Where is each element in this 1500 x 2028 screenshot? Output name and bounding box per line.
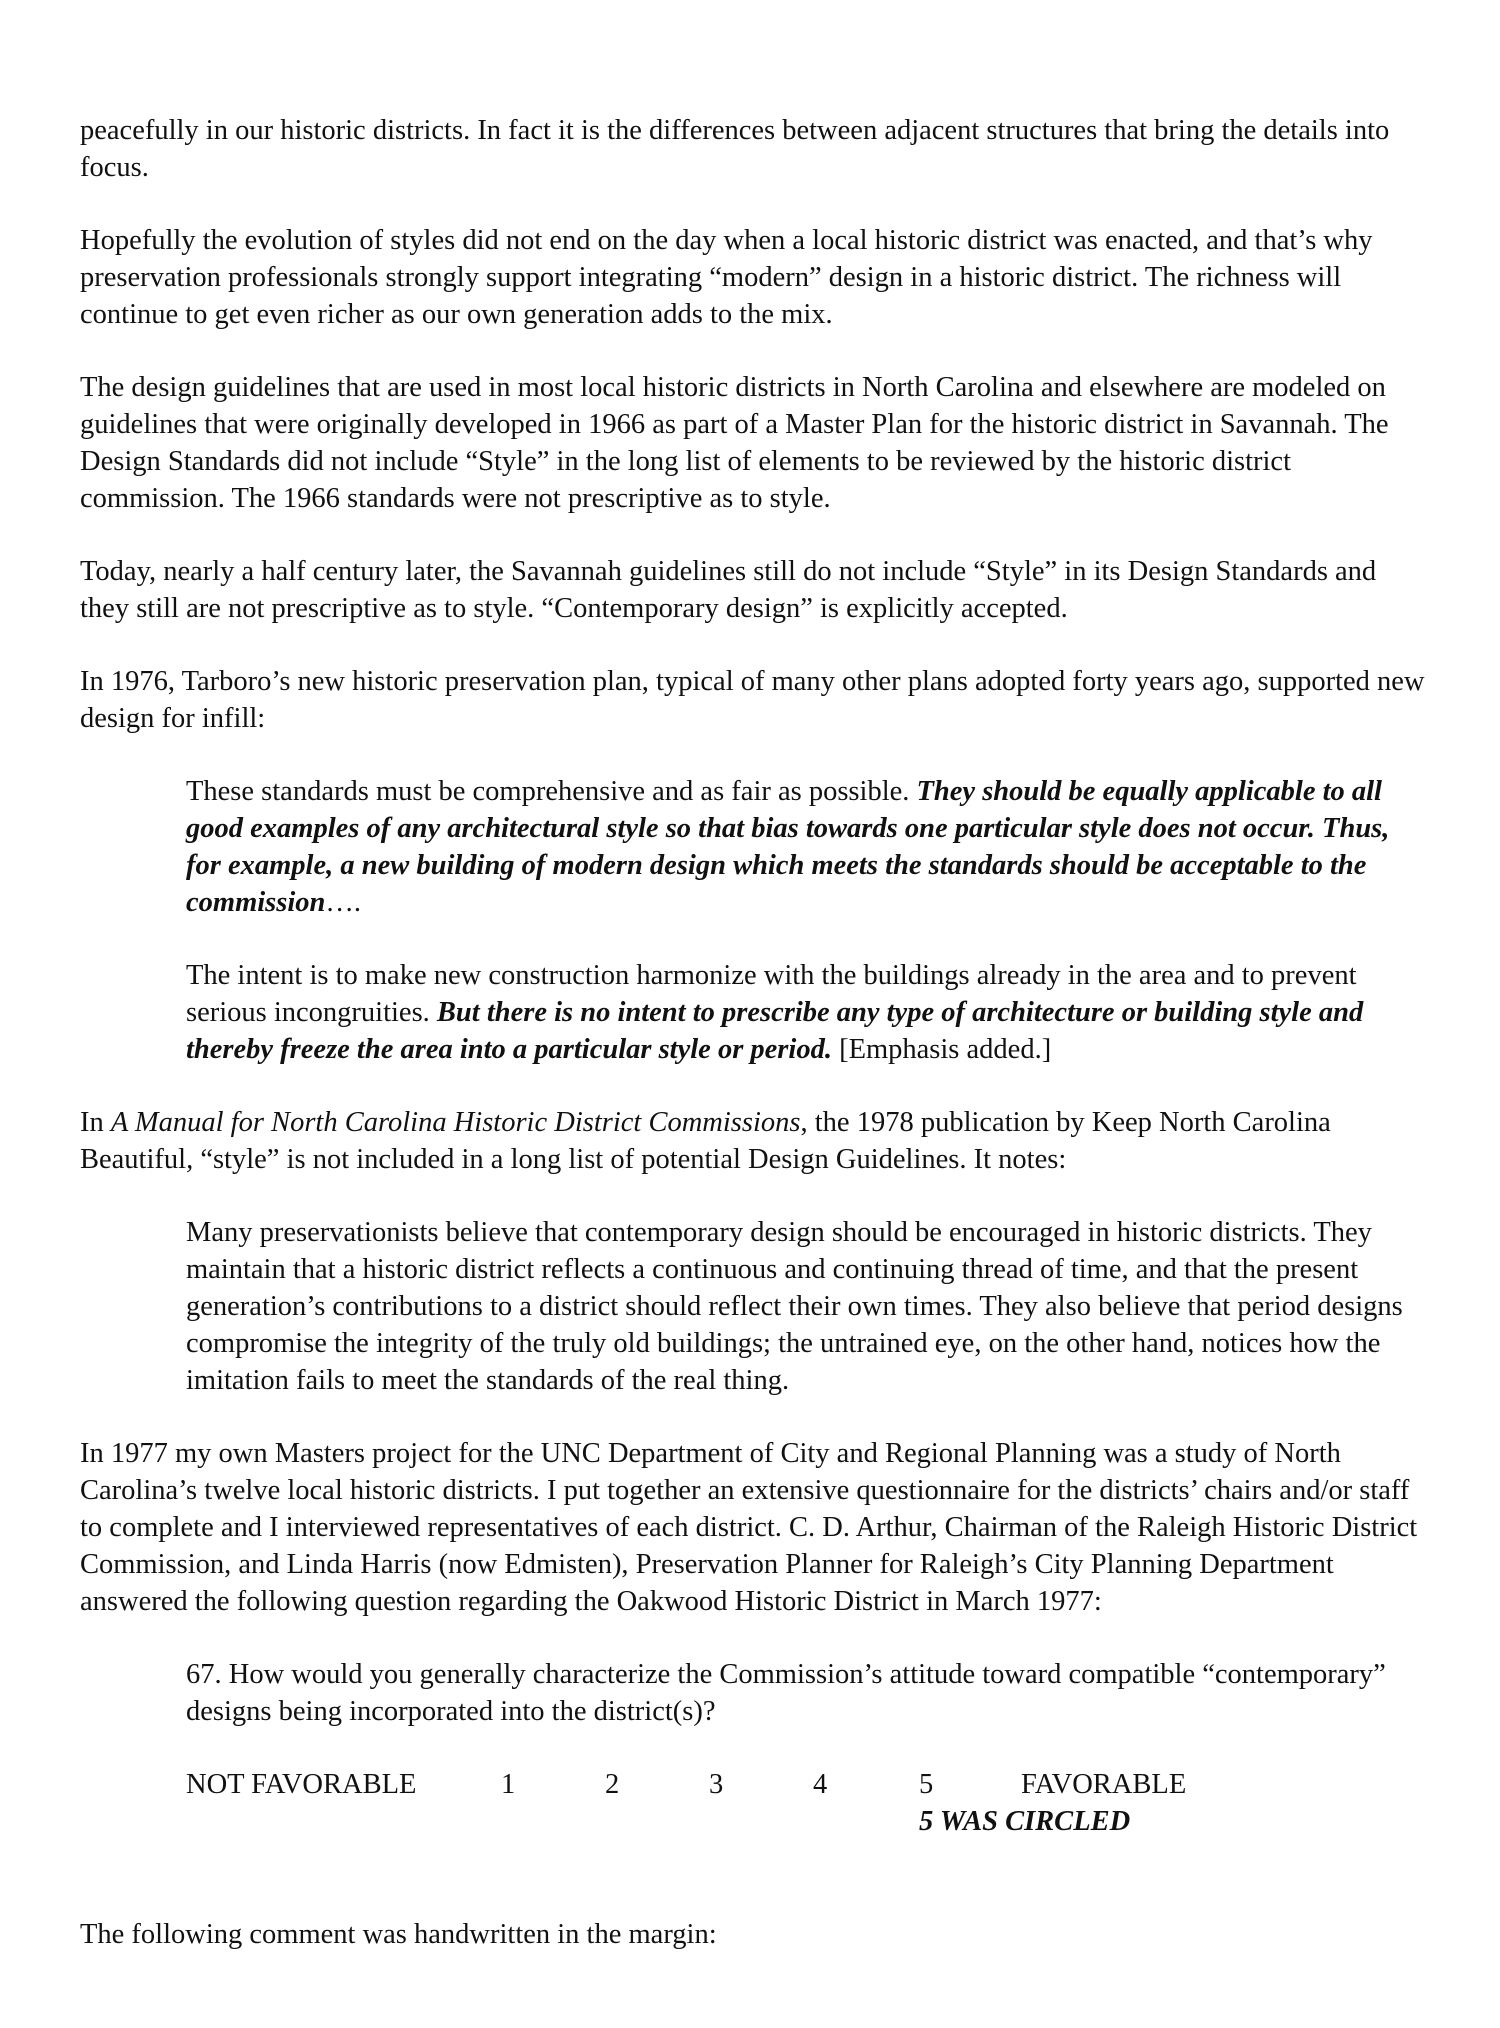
quote-plain-text: The intent is to make new construction harmonize with the buildings already in the area and to prevent serious incongruities. <box>186 960 1357 1028</box>
scale-option-3: 3 <box>709 1769 724 1800</box>
paragraph-savannah-today: Today, nearly a half century later, the Savannah guidelines still do not include “Style” in its Design Standards and they still are not prescriptive as to style. “Contemporary design” is explicitly accepted. <box>80 556 1377 624</box>
manual-comma: , <box>186 1144 194 1175</box>
document-page <box>80 112 1430 1989</box>
quote-emphasis: But there is no intent to prescribe any type of architecture or building style and thereby freeze the area into a particular style or period. <box>186 997 1364 1065</box>
manual-prefix: In <box>80 1107 111 1138</box>
survey-question: 67. How would you generally characterize the Commission’s attitude toward compatible “contemporary” designs being incorporated into the district(s)? <box>186 1659 1386 1727</box>
paragraph-closing: The following comment was handwritten in the margin: <box>80 1919 717 1950</box>
quote-ellipsis: …. <box>325 887 361 918</box>
quote-plain-text: These standards must be comprehensive and as fair as possible. <box>186 776 917 807</box>
quote-emphasis-note: [Emphasis added.] <box>831 1034 1052 1065</box>
paragraph-manual <box>80 1104 1430 1178</box>
scale-answer: 5 WAS CIRCLED <box>919 1806 1131 1837</box>
scale-high-label: FAVORABLE <box>1021 1769 1187 1800</box>
scale-option-5: 5 <box>919 1769 934 1800</box>
paragraph-intro: peacefully in our historic districts. In fact it is the differences between adjacent structures that bring the details into focus. <box>80 115 1390 183</box>
paragraph-evolution: Hopefully the evolution of styles did not end on the day when a local historic district was enacted, and that’s why preservation professionals strongly support integrating “modern” design in a historic district. The richness will continue to get even richer as our own generation adds to the mix. <box>80 225 1373 330</box>
manual-middle: , the 1978 publication by Keep North Carolina Beautiful <box>80 1107 1331 1175</box>
scale-option-2: 2 <box>605 1769 620 1800</box>
paragraph-masters-project: In 1977 my own Masters project for the UNC Department of City and Regional Planning was a study of North Carolina’s twelve local historic districts. I put together an extensive questionnaire for the districts’ chairs and/or staff to complete and I interviewed representatives of each district. C. D. Arthur, Chairman of the Raleigh Historic District Commission, and Linda Harris (now Edmisten), Preservation Planner for Raleigh’s City Planning Department answered the following question regarding the Oakwood Historic District in March 1977: <box>80 1438 1418 1617</box>
quote-tarboro-standards <box>186 773 1430 921</box>
survey-scale <box>186 1766 1430 1916</box>
scale-option-1: 1 <box>501 1769 516 1800</box>
quote-tarboro-intent <box>186 957 1430 1068</box>
paragraph-tarboro: In 1976, Tarboro’s new historic preservation plan, typical of many other plans adopted forty years ago, supported new design for infill: <box>80 666 1425 734</box>
manual-title: A Manual for North Carolina Historic District Commissions <box>110 1107 801 1138</box>
quote-manual: Many preservationists believe that contemporary design should be encouraged in historic districts. They maintain that a historic district reflects a continuous and continuing thread of time, and that the present generation’s contributions to a district should reflect their own times. They also believe that period designs compromise the integrity of the truly old buildings; the untrained eye, on the other hand, notices how the imitation fails to meet the standards of the real thing. <box>186 1217 1403 1396</box>
scale-option-4: 4 <box>813 1769 828 1800</box>
scale-low-label: NOT FAVORABLE <box>186 1769 417 1800</box>
paragraph-savannah-1966: The design guidelines that are used in most local historic districts in North Carolina and elsewhere are modeled on guidelines that were originally developed in 1966 as part of a Master Plan for the historic district in Savannah. The Design Standards did not include “Style” in the long list of elements to be reviewed by the historic district commission. The 1966 standards were not prescriptive as to style. <box>80 372 1389 514</box>
manual-suffix: “style” is not included in a long list of potential Design Guidelines. It notes: <box>193 1144 1067 1175</box>
quote-emphasis: They should be equally applicable to all good examples of any architectural style so that bias towards one particular style does not occur. Thus, for example, a new building of modern design which meets the standards should be acceptable to the commission <box>186 776 1390 918</box>
